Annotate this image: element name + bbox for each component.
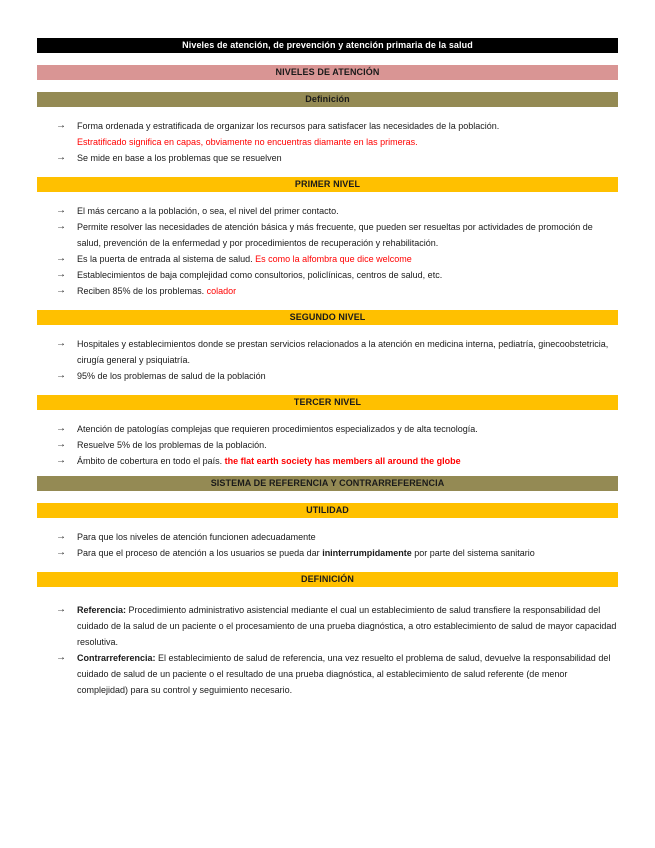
item-text: Permite resolver las necesidades de atención básica y más frecuente, que pueden ser resueltas por actividades de promoción de salud, prevención de la enfermedad y por procedimientos de recuperación y rehabilitación. [77,222,593,248]
list-item [37,219,618,251]
list-item [37,545,618,561]
section-heading-definicion-2: DEFINICIÓN [37,572,618,587]
arrow-icon: → [56,205,66,216]
item-note: the flat earth society has members all around the globe [224,456,461,466]
arrow-icon: → [56,253,66,264]
arrow-icon: → [56,338,66,349]
arrow-icon: → [56,423,66,434]
arrow-icon: → [56,531,66,542]
section-heading-primer-nivel: PRIMER NIVEL [37,177,618,192]
arrow-icon: → [56,547,66,558]
list-item [37,118,618,150]
item-text: Atención de patologías complejas que requieren procedimientos especializados y de alta tecnología. [77,424,478,434]
list-item [37,336,618,368]
primer-nivel-list [37,203,618,299]
item-text: Reciben 85% de los problemas. [77,286,205,296]
item-text: Resuelve 5% de los problemas de la población. [77,440,267,450]
list-item [37,203,618,219]
list-item [37,150,618,166]
arrow-icon: → [56,370,66,381]
document-page [37,38,618,698]
arrow-icon: → [56,439,66,450]
item-term: Referencia: [77,605,127,615]
list-item [37,602,618,650]
item-text: Establecimientos de baja complejidad como consultorios, policlínicas, centros de salud, etc. [77,270,443,280]
section-heading-niveles: NIVELES DE ATENCIÓN [37,65,618,80]
item-text: El más cercano a la población, o sea, el nivel del primer contacto. [77,206,339,216]
arrow-icon: → [56,455,66,466]
list-item [37,437,618,453]
item-emphasis: ininterrumpidamente [322,548,412,558]
utilidad-list [37,529,618,561]
arrow-icon: → [56,604,66,615]
item-text: por parte del sistema sanitario [414,548,535,558]
list-item [37,368,618,384]
list-item [37,267,618,283]
item-term: Contrarreferencia: [77,653,156,663]
item-text: El establecimiento de salud de referencia, una vez resuelto el problema de salud, devuelve la responsabilidad del cuidado de salud de un paciente o el resultado de una prueba diagnóstica, al establecimiento de salud referente (de menor complejidad) para su control y seguimiento necesario. [77,653,611,695]
list-item [37,251,618,267]
tercer-nivel-list [37,421,618,469]
item-text: Para que el proceso de atención a los usuarios se pueda dar [77,548,320,558]
section-heading-segundo-nivel: SEGUNDO NIVEL [37,310,618,325]
item-text: 95% de los problemas de salud de la población [77,371,266,381]
section-heading-utilidad: UTILIDAD [37,503,618,518]
item-text: Se mide en base a los problemas que se resuelven [77,153,282,163]
arrow-icon: → [56,221,66,232]
item-text: Es la puerta de entrada al sistema de salud. [77,254,253,264]
item-text: Para que los niveles de atención funcionen adecuadamente [77,532,316,542]
arrow-icon: → [56,152,66,163]
arrow-icon: → [56,285,66,296]
item-note: Es como la alfombra que dice welcome [255,254,412,264]
item-text: Hospitales y establecimientos donde se prestan servicios relacionados a la atención en medicina interna, pediatría, ginecoobstetricia, cirugía general y psiquiatría. [77,339,609,365]
item-note: colador [206,286,237,296]
section-heading-tercer-nivel: TERCER NIVEL [37,395,618,410]
list-item [37,529,618,545]
definicion-list [37,118,618,166]
item-text: Procedimiento administrativo asistencial mediante el cual un establecimiento de salud transfiere la responsabilidad del cuidado de la salud de un paciente o el procesamiento de una prueba diagnóstica, a otro establecimiento de salud de mayor capacidad resolutiva. [77,605,617,647]
list-item [37,421,618,437]
arrow-icon: → [56,652,66,663]
item-note: Estratificado significa en capas, obviamente no encuentras diamante en las primeras. [77,137,418,147]
definicion-2-list [37,602,618,698]
item-text: Ámbito de cobertura en todo el país. [77,456,223,466]
arrow-icon: → [56,120,66,131]
list-item [37,453,618,469]
arrow-icon: → [56,269,66,280]
section-heading-sistema: SISTEMA DE REFERENCIA Y CONTRARREFERENCIA [37,476,618,491]
section-heading-definicion: Definición [37,92,618,107]
list-item [37,650,618,698]
list-item [37,283,618,299]
segundo-nivel-list [37,336,618,384]
page-title: Niveles de atención, de prevención y atención primaria de la salud [37,38,618,53]
item-text: Forma ordenada y estratificada de organizar los recursos para satisfacer las necesidades de la población. [77,121,500,131]
